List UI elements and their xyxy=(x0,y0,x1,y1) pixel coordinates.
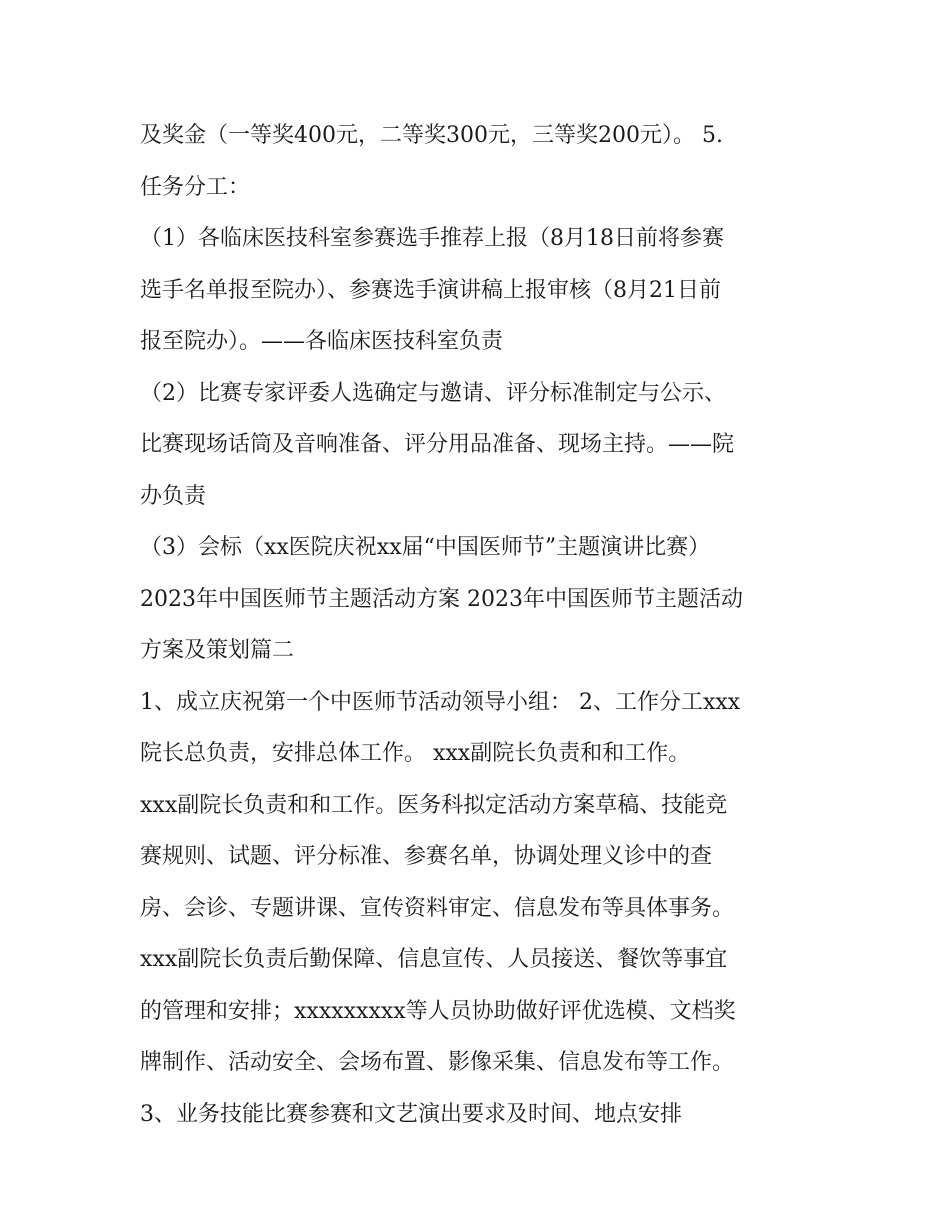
text-line-2: 任务分工： xyxy=(140,174,251,200)
text-line-17: xxx副院长负责后勤保障、信息宣传、人员接送、餐饮等事宜 xyxy=(140,947,728,972)
text-line-15: 赛规则、试题、评分标准、参赛名单，协调处理义诊中的查 xyxy=(140,844,713,869)
document-body xyxy=(140,110,820,1140)
text-line-8: 办负责 xyxy=(140,483,207,509)
text-line-6: （2）比赛专家评委人选确定与邀请、评分标准制定与公示、 xyxy=(140,380,726,406)
text-line-1: 及奖金（一等奖400元，二等奖300元，三等奖200元）。 5. xyxy=(140,123,723,148)
text-line-9: （3）会标（xx医院庆祝xx届“中国医师节”主题演讲比赛） xyxy=(140,535,711,560)
text-line-5: 报至院办）。——各临床医技科室负责 xyxy=(140,329,504,354)
text-line-14: xxx副院长负责和和工作。医务科拟定活动方案草稿、技能竞 xyxy=(140,792,728,818)
text-line-3: （1）各临床医技科室参赛选手推荐上报（8月18日前将参赛 xyxy=(140,226,724,251)
text-line-10: 2023年中国医师节主题活动方案 2023年中国医师节主题活动 xyxy=(140,586,743,612)
text-line-18: 的管理和安排；xxxxxxxxx等人员协助做好评优选模、文档奖 xyxy=(140,998,736,1024)
text-line-7: 比赛现场话筒及音响准备、评分用品准备、现场主持。——院 xyxy=(140,432,735,457)
text-line-4: 选手名单报至院办）、参赛选手演讲稿上报审核（8月21日前 xyxy=(140,277,721,303)
text-line-20: 3、业务技能比赛参赛和文艺演出要求及时间、地点安排 xyxy=(140,1101,682,1127)
text-line-19: 牌制作、活动安全、会场布置、影像采集、信息发布等工作。 xyxy=(140,1050,735,1075)
text-line-13: 院长总负责，安排总体工作。 xxx副院长负责和和工作。 xyxy=(140,741,691,766)
text-line-12: 1、成立庆祝第一个中医师节活动领导小组： 2、工作分工xxx xyxy=(140,689,741,715)
text-line-16: 房、会诊、专题讲课、宣传资料审定、信息发布等具体事务。 xyxy=(140,895,735,921)
text-line-11: 方案及策划篇二 xyxy=(140,638,295,663)
